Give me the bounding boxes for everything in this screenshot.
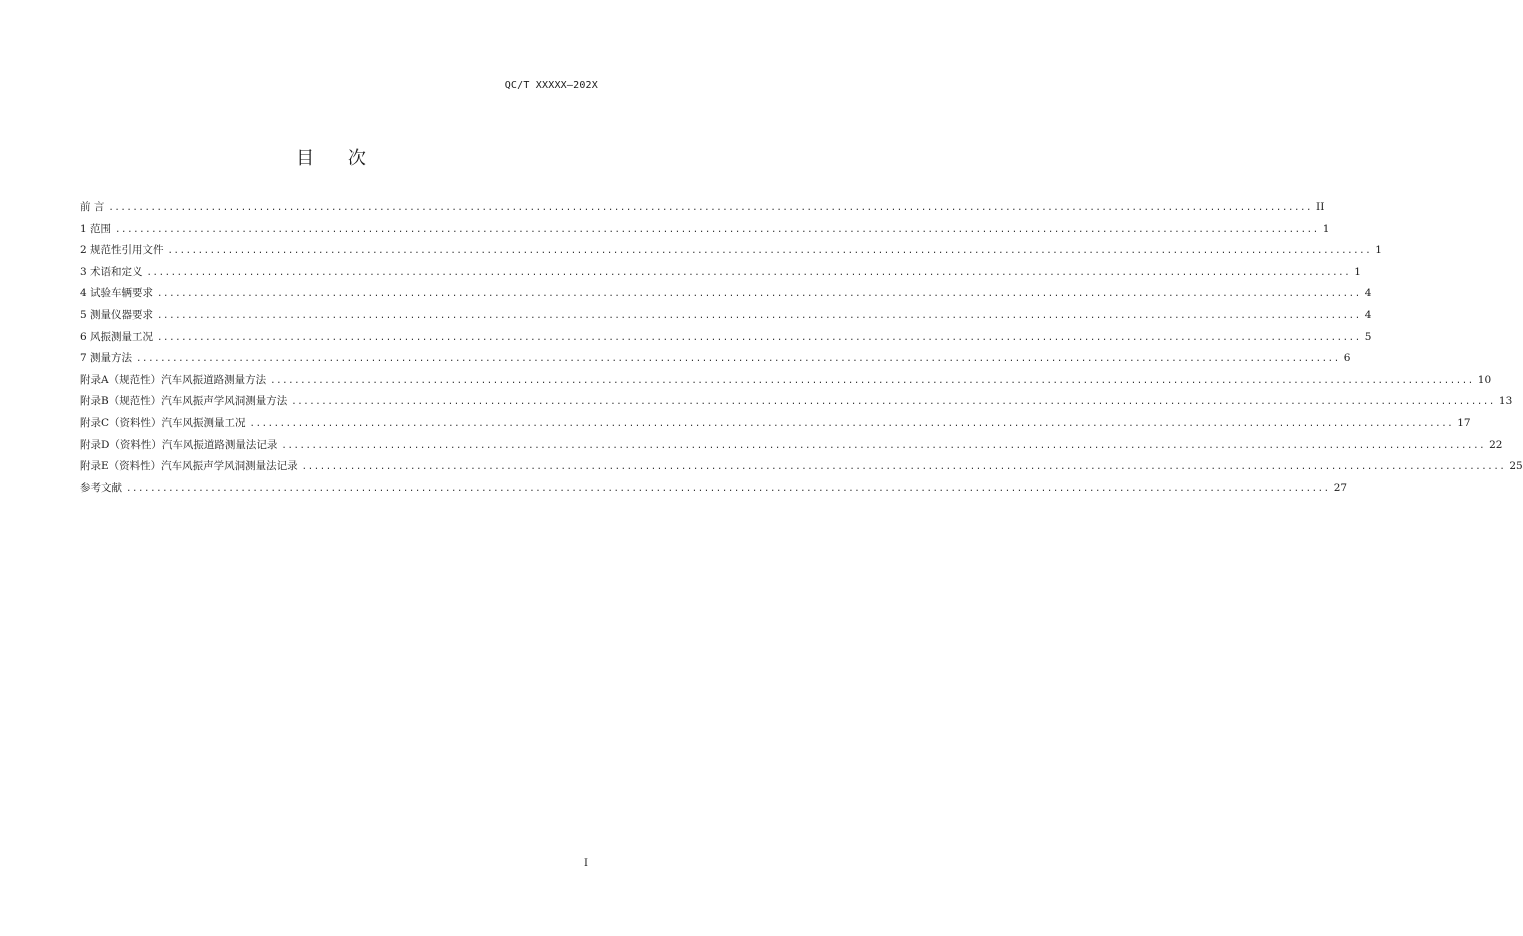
toc-entry-label: 附录C（资料性）汽车风振测量工况 bbox=[80, 416, 246, 429]
toc-entry-label: 1 范围 bbox=[80, 222, 112, 235]
toc-entry-page: 27 bbox=[1333, 481, 1348, 494]
toc-entry[interactable] bbox=[80, 264, 1361, 286]
toc-entry-page: 6 bbox=[1343, 352, 1351, 365]
toc-entry-page: 13 bbox=[1498, 395, 1513, 408]
toc-entry-label: 6 风振测量工况 bbox=[80, 330, 154, 343]
toc-leader-dots: ........................................................................................................................................................................................................ bbox=[108, 203, 1313, 213]
toc-entry-page: 4 bbox=[1364, 287, 1372, 300]
document-code: QC/T XXXXX—202X bbox=[504, 80, 598, 91]
toc-entry-page: 10 bbox=[1477, 373, 1492, 386]
toc-leader-dots: ........................................................................................................................................................................................................ bbox=[281, 440, 1486, 451]
toc-entry-label: 附录A（规范性）汽车风振道路测量方法 bbox=[80, 373, 267, 386]
toc-entry[interactable] bbox=[80, 458, 1523, 480]
toc-entry[interactable] bbox=[80, 393, 1513, 415]
toc-entry-label: 前 言 bbox=[80, 201, 105, 213]
toc-entry[interactable] bbox=[80, 242, 1382, 264]
toc-entry-page: 1 bbox=[1375, 244, 1382, 257]
toc-leader-dots: ........................................................................................................................................................................................................ bbox=[157, 332, 1361, 343]
toc-leader-dots: ........................................................................................................................................................................................................ bbox=[270, 375, 1474, 386]
toc-leader-dots: ........................................................................................................................................................................................................ bbox=[167, 246, 1372, 257]
toc-entry[interactable] bbox=[80, 199, 1325, 221]
toc-leader-dots: ........................................................................................................................................................................................................ bbox=[126, 483, 1330, 494]
toc-leader-dots: ........................................................................................................................................................................................................ bbox=[291, 397, 1495, 408]
toc-entry[interactable] bbox=[80, 307, 1372, 329]
toc-entry[interactable] bbox=[80, 480, 1348, 502]
toc-entry-label: 附录D（资料性）汽车风振道路测量法记录 bbox=[80, 438, 278, 451]
toc-entry-page: 1 bbox=[1322, 222, 1330, 235]
toc-entry-label: 参考文献 bbox=[80, 481, 122, 494]
toc-leader-dots: ........................................................................................................................................................................................................ bbox=[146, 267, 1351, 278]
toc-leader-dots: ........................................................................................................................................................................................................ bbox=[157, 289, 1361, 300]
toc-entry-page: 1 bbox=[1354, 265, 1361, 278]
toc-entry-label: 附录E（资料性）汽车风振声学风洞测量法记录 bbox=[80, 460, 298, 473]
toc-leader-dots: ........................................................................................................................................................................................................ bbox=[115, 224, 1319, 235]
toc-entry-page: 25 bbox=[1509, 460, 1523, 473]
toc-leader-dots: ........................................................................................................................................................................................................ bbox=[301, 462, 1506, 473]
toc-entry[interactable] bbox=[80, 329, 1372, 351]
toc-leader-dots: ........................................................................................................................................................................................................ bbox=[249, 418, 1454, 429]
toc-entry[interactable] bbox=[80, 415, 1471, 437]
table-of-contents bbox=[80, 199, 1523, 501]
toc-entry[interactable] bbox=[80, 285, 1372, 307]
toc-entry[interactable] bbox=[80, 372, 1492, 394]
toc-leader-dots: ........................................................................................................................................................................................................ bbox=[136, 354, 1340, 365]
toc-entry-label: 7 测量方法 bbox=[80, 352, 133, 365]
toc-entry-page: 22 bbox=[1489, 438, 1503, 451]
toc-entry-page: 5 bbox=[1364, 330, 1372, 343]
toc-title: 目 次 bbox=[296, 148, 380, 169]
toc-entry-page: II bbox=[1316, 201, 1325, 213]
toc-entry-label: 4 试验车辆要求 bbox=[80, 287, 154, 300]
toc-entry[interactable] bbox=[80, 221, 1330, 243]
toc-entry[interactable] bbox=[80, 350, 1351, 372]
page-number: I bbox=[584, 858, 588, 869]
toc-leader-dots: ........................................................................................................................................................................................................ bbox=[157, 310, 1361, 321]
toc-entry-label: 3 术语和定义 bbox=[80, 265, 143, 278]
toc-entry-label: 2 规范性引用文件 bbox=[80, 244, 164, 257]
toc-entry-page: 17 bbox=[1457, 416, 1471, 429]
toc-entry-page: 4 bbox=[1364, 308, 1372, 321]
toc-entry-label: 附录B（规范性）汽车风振声学风洞测量方法 bbox=[80, 395, 288, 408]
toc-entry-label: 5 测量仪器要求 bbox=[80, 308, 154, 321]
toc-entry[interactable] bbox=[80, 437, 1503, 459]
